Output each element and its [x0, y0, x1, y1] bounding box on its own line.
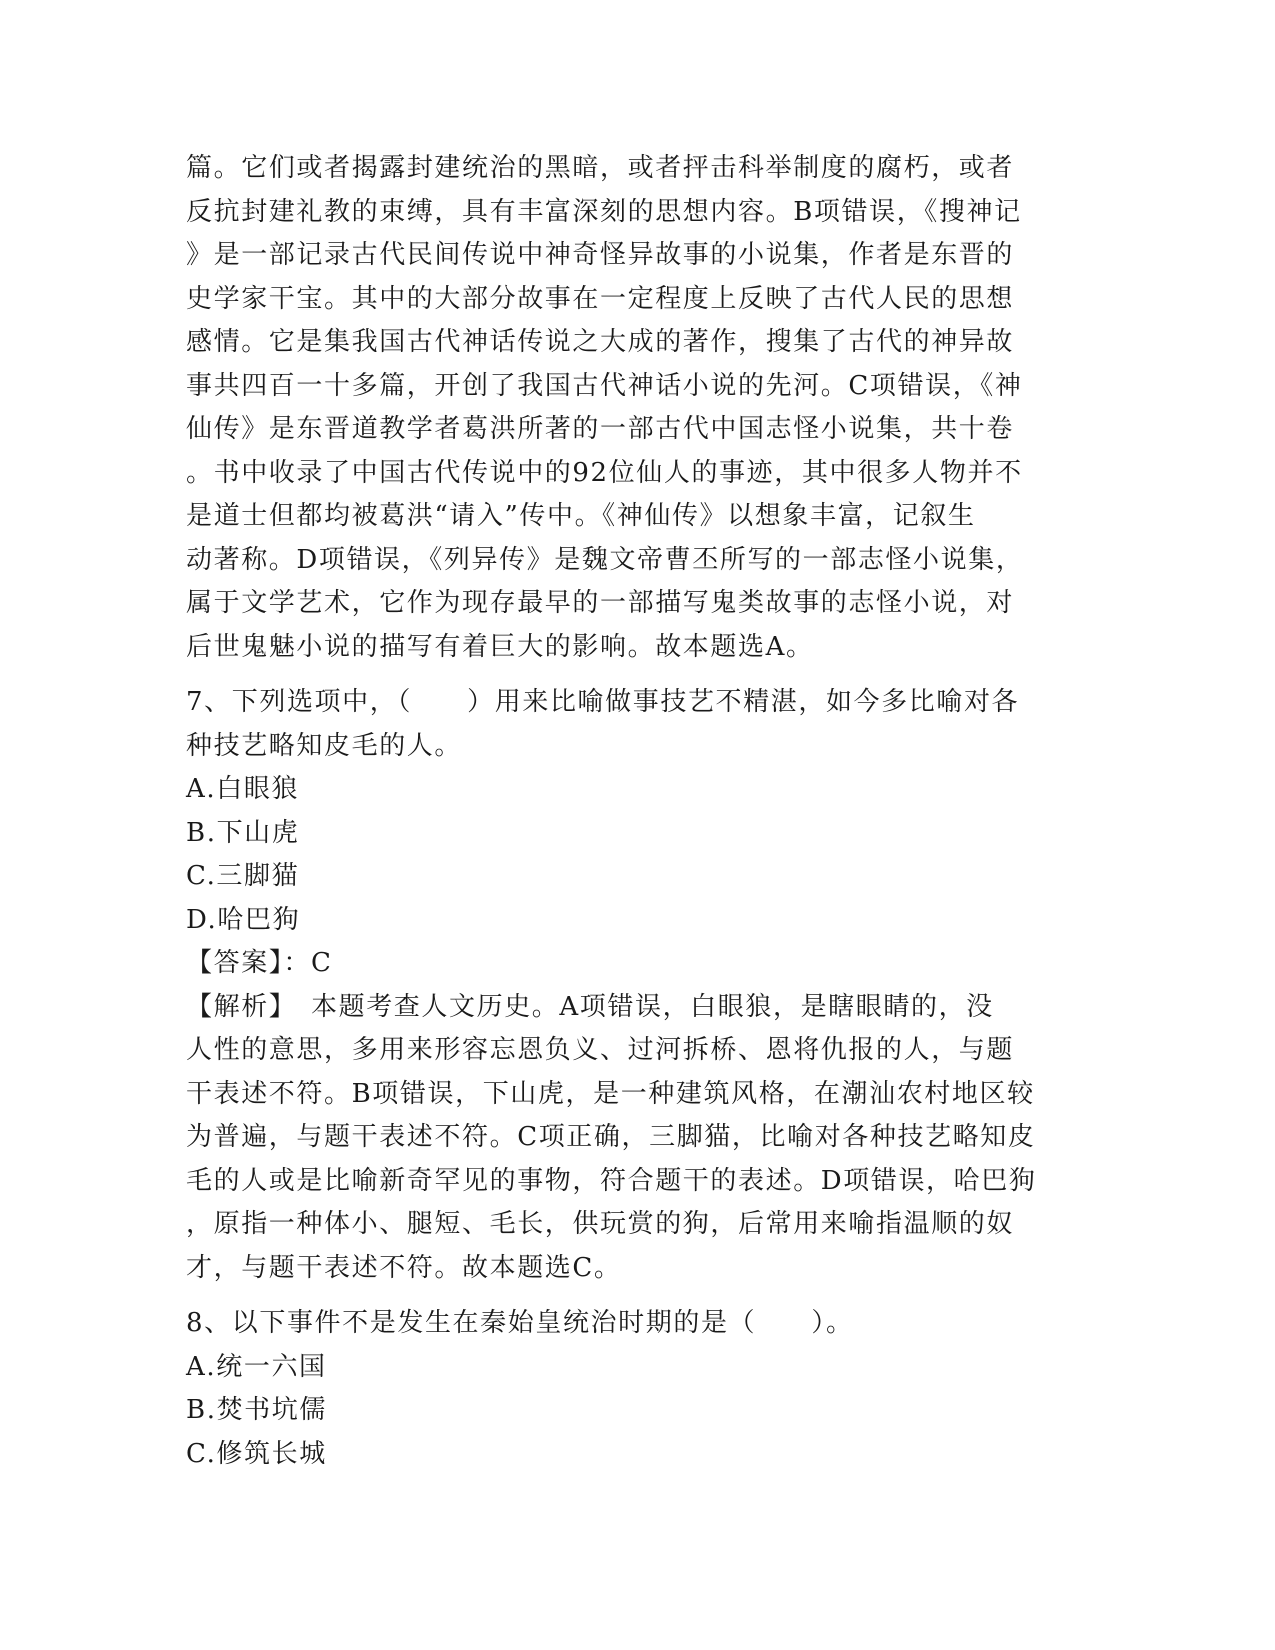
explanation-line: 》是一部记录古代民间传说中神奇怪异故事的小说集，作者是东晋的: [186, 240, 1015, 270]
question-8-option-a: A.统一六国: [186, 1351, 327, 1382]
question-7-stem: 种技艺略知皮毛的人。: [186, 730, 463, 761]
question-8-option-b: B.焚书坑儒: [186, 1395, 327, 1425]
explanation-line: 感情。它是集我国古代神话传说之大成的著作，搜集了古代的神异故: [186, 327, 1015, 357]
question-7-option-b: B.下山虎: [186, 817, 300, 848]
explanation-line: 后世鬼魅小说的描写有着巨大的影响。故本题选A。: [186, 631, 814, 662]
explanation-line: 动著称。D项错误，《列异传》是魏文帝曹丕所写的一部志怪小说集，: [186, 544, 1024, 575]
question-7-option-a: A.白眼狼: [186, 774, 300, 804]
question-7-answer: 【答案】：C: [186, 948, 333, 978]
explanation-line: 事共四百一十多篇，开创了我国古代神话小说的先河。C项错误，《神: [186, 370, 1023, 401]
previous-explanation: [186, 147, 1086, 669]
document-page: [186, 147, 1086, 1476]
explanation-line: 仙传》是东晋道教学者葛洪所著的一部古代中国志怪小说集，共十卷: [186, 414, 1015, 444]
question-7: [186, 681, 1086, 1290]
explanation-line: 是道士但都均被葛洪“请入”传中。《神仙传》以想象丰富，记叙生: [186, 501, 976, 531]
question-7-analysis-line: 毛的人或是比喻新奇罕见的事物，符合题干的表述。D项错误，哈巴狗: [186, 1165, 1037, 1196]
question-7-analysis-line: 干表述不符。B项错误，下山虎，是一种建筑风格，在潮汕农村地区较: [186, 1078, 1035, 1109]
question-8: [186, 1302, 1086, 1476]
explanation-line: 属于文学艺术，它作为现存最早的一部描写鬼类故事的志怪小说，对: [186, 588, 1015, 618]
question-7-analysis-line: 才，与题干表述不符。故本题选C。: [186, 1252, 622, 1283]
question-7-analysis-line: 人性的意思，多用来形容忘恩负义、过河拆桥、恩将仇报的人，与题: [186, 1035, 1015, 1065]
question-7-stem: 7、下列选项中，（ ）用来比喻做事技艺不精湛，如今多比喻对各: [186, 687, 1020, 717]
question-8-option-c: C.修筑长城: [186, 1438, 327, 1469]
question-7-analysis-line: ，原指一种体小、腿短、毛长，供玩赏的狗，后常用来喻指温顺的奴: [186, 1209, 1015, 1239]
question-8-stem: 8、以下事件不是发生在秦始皇统治时期的是（ ）。: [186, 1308, 854, 1338]
question-7-analysis-line: 【解析】 本题考查人文历史。A项错误，白眼狼，是瞎眼睛的，没: [186, 991, 994, 1022]
explanation-line: 史学家干宝。其中的大部分故事在一定程度上反映了古代人民的思想: [186, 283, 1015, 314]
question-7-option-d: D.哈巴狗: [186, 904, 301, 935]
question-7-analysis-line: 为普遍，与题干表述不符。C项正确，三脚猫，比喻对各种技艺略知皮: [186, 1122, 1036, 1152]
explanation-line: 篇。它们或者揭露封建统治的黑暗，或者抨击科举制度的腐朽，或者: [186, 153, 1015, 183]
question-7-option-c: C.三脚猫: [186, 861, 300, 891]
explanation-line: 。书中收录了中国古代传说中的92位仙人的事迹，其中很多人物并不: [186, 457, 1023, 488]
explanation-line: 反抗封建礼教的束缚，具有丰富深刻的思想内容。B项错误，《搜神记: [186, 196, 1022, 227]
